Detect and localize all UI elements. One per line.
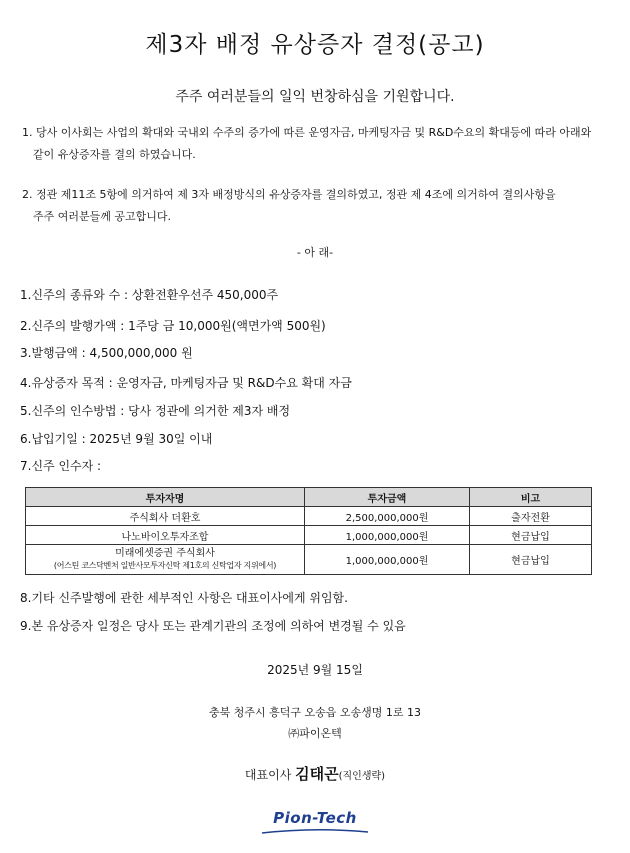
investment-amount: 1,000,000,000원 xyxy=(305,526,470,545)
paragraph-1 xyxy=(22,122,607,166)
item-6: 6.납입기일 : 2025년 9월 30일 이내 xyxy=(20,432,213,446)
paragraph-2 xyxy=(22,184,607,228)
paragraph-line: 2. 정관 제11조 5항에 의거하여 제 3자 배정방식의 유상증자를 결의하였고, 정관 제 4조에 의거하여 결의사항을 xyxy=(22,188,556,201)
ceo-note: (직인생략) xyxy=(338,771,386,782)
item-3: 3.발행금액 : 4,500,000,000 원 xyxy=(20,346,193,360)
item-1: 1.신주의 종류와 수 : 상환전환우선주 450,000주 xyxy=(20,288,279,302)
header-investment-amount: 투자금액 xyxy=(305,488,470,507)
ceo-name: 김태곤 xyxy=(295,765,339,783)
company-address: 충북 청주시 흥덕구 오송읍 오송생명 1로 13 xyxy=(209,706,421,719)
investor-table xyxy=(25,487,592,575)
investment-amount: 1,000,000,000원 xyxy=(305,545,470,575)
company-name: ㈜파이온텍 xyxy=(288,727,342,740)
greeting: 주주 여러분들의 일익 번창하심을 기원합니다. xyxy=(175,89,455,105)
investor-name: 나노바이오투자조합 xyxy=(26,526,305,545)
investor-name-cell xyxy=(26,545,305,575)
remark: 현금납입 xyxy=(470,526,592,545)
item-8: 8.기타 신주발행에 관한 세부적인 사항은 대표이사에게 위임함. xyxy=(20,591,348,605)
header-remark: 비고 xyxy=(470,488,592,507)
paragraph-line: 1. 당사 이사회는 사업의 확대와 국내외 수주의 증가에 따른 운영자금, 마케팅자금 및 R&D수요의 확대등에 따라 아래와 xyxy=(22,126,592,139)
investor-name: 미래에셋증권 주식회사 xyxy=(115,547,215,559)
table-row xyxy=(26,545,592,575)
logo-swoosh-icon xyxy=(260,828,370,836)
page-title: 제3자 배정 유상증자 결정(공고) xyxy=(145,32,485,58)
notice-date: 2025년 9월 15일 xyxy=(267,663,363,677)
below-heading: - 아 래- xyxy=(296,246,334,259)
ceo-signature xyxy=(0,763,630,784)
logo-text: Pion-Tech xyxy=(273,809,357,827)
remark: 출자전환 xyxy=(470,507,592,526)
ceo-label: 대표이사 xyxy=(244,768,292,782)
table-row xyxy=(26,507,592,526)
investor-note: (어스틴 코스닥벤처 일반사모투자신탁 제1호의 신탁업자 지위에서) xyxy=(53,560,277,570)
investment-amount: 2,500,000,000원 xyxy=(305,507,470,526)
item-2: 2.신주의 발행가액 : 1주당 금 10,000원(액면가액 500원) xyxy=(20,319,326,333)
item-9: 9.본 유상증자 일정은 당사 또는 관계기관의 조정에 의하여 변경될 수 있음 xyxy=(20,619,406,633)
remark: 현금납입 xyxy=(470,545,592,575)
item-5: 5.신주의 인수방법 : 당사 정관에 의거한 제3자 배정 xyxy=(20,404,291,418)
investor-name: 주식회사 더환호 xyxy=(26,507,305,526)
header-investor-name: 투자자명 xyxy=(26,488,305,507)
table-header-row xyxy=(26,488,592,507)
table-row xyxy=(26,526,592,545)
company-logo xyxy=(0,808,630,836)
item-4: 4.유상증자 목적 : 운영자금, 마케팅자금 및 R&D수요 확대 자금 xyxy=(20,376,352,390)
item-7: 7.신주 인수자 : xyxy=(20,459,102,473)
paragraph-line: 주주 여러분들께 공고합니다. xyxy=(33,210,172,223)
paragraph-line: 같이 유상증자를 결의 하였습니다. xyxy=(33,148,196,161)
